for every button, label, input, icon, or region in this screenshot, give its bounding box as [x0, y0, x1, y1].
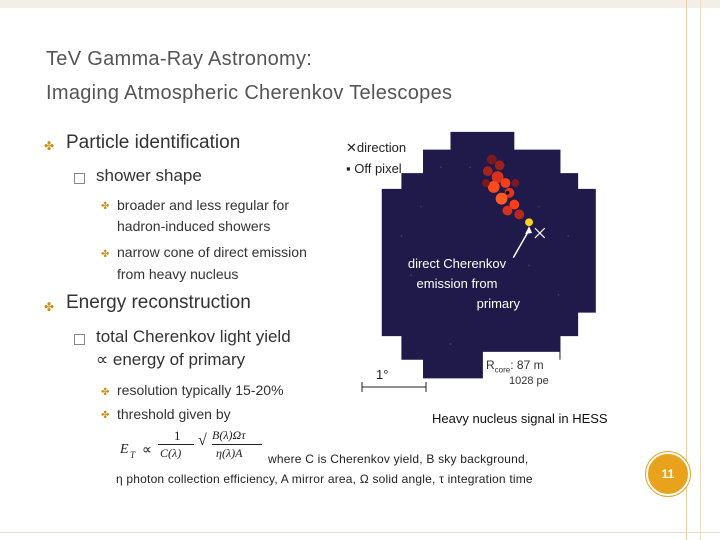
- square-bullet-icon: [74, 334, 85, 345]
- r-core-readout: $R_{core}$: 87 m: [486, 358, 544, 375]
- bullet-energy-reconstruction: Energy reconstruction: [66, 292, 251, 313]
- fleuron-bullet-icon: ✤: [44, 300, 55, 314]
- formula-note-line1: where C is Cherenkov yield, B sky background,: [268, 452, 529, 466]
- sub-bullet-shower-shape: shower shape: [96, 166, 202, 185]
- right-frame-line: [686, 0, 687, 540]
- title-line-1: TeV Gamma-Ray Astronomy:: [46, 48, 313, 70]
- item-nucleus-line2: from heavy nucleus: [117, 266, 239, 282]
- fleuron-bullet-icon: ✤: [101, 201, 110, 212]
- figure-caption: Heavy nucleus signal in HESS: [432, 411, 608, 426]
- sub-bullet-cherenkov-yield: total Cherenkov light yield: [96, 327, 291, 346]
- top-frame-band: [0, 0, 720, 8]
- pe-readout: 1028 pe: [509, 375, 549, 387]
- item-threshold: threshold given by: [117, 406, 231, 422]
- slide-title: [46, 42, 646, 110]
- threshold-formula: E T ∝ 1 C(λ) √ B(λ)Ωτ η(λ)A: [120, 428, 270, 468]
- fleuron-bullet-icon: ✤: [101, 249, 110, 260]
- fleuron-bullet-icon: ✤: [101, 410, 110, 421]
- item-nucleus-line1: narrow cone of direct emission: [117, 244, 307, 260]
- fraction-bar: [158, 444, 194, 445]
- scale-label: 1°: [376, 367, 389, 382]
- right-frame-line-outer: [700, 0, 701, 540]
- sub-bullet-energy-primary: ∝ energy of primary: [96, 350, 246, 369]
- sqrt-icon: √: [198, 432, 207, 449]
- legend-direction: ✕direction: [346, 140, 407, 155]
- square-dot-icon: ▪: [346, 161, 355, 176]
- fleuron-bullet-icon: ✤: [44, 139, 55, 153]
- legend-off-pixel: ▪ Off pixel: [346, 161, 402, 176]
- slide-number-badge: 11: [646, 452, 690, 496]
- bullet-particle-identification: Particle identification: [66, 132, 241, 153]
- square-bullet-icon: [74, 173, 85, 184]
- title-line-2: Imaging Atmospheric Cherenkov Telescopes: [46, 82, 453, 104]
- annotation-direct-cherenkov: direct Cherenkov emission from primary: [407, 256, 520, 311]
- cross-icon: ✕: [346, 140, 357, 155]
- bottom-frame-line: [0, 532, 720, 533]
- fraction-bar: [212, 444, 262, 445]
- formula-note-line2: η photon collection efficiency, A mirror area, Ω solid angle, τ integration time: [116, 472, 533, 486]
- item-hadron-line2: hadron-induced showers: [117, 218, 271, 234]
- scale-bar: [360, 380, 430, 394]
- fleuron-bullet-icon: ✤: [101, 387, 110, 398]
- item-resolution: resolution typically 15-20%: [117, 382, 284, 398]
- item-hadron-line1: broader and less regular for: [117, 197, 289, 213]
